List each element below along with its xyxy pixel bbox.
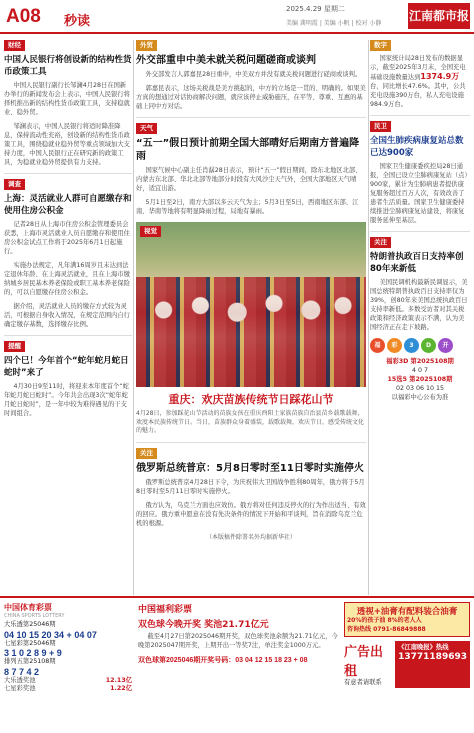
- welfare-body: 截至4月27日第2025046期开奖，双色球奖池余额为21.71亿元，今晚第2025047期开奖，上期开出一等奖7注，单注奖金1000万元。: [138, 633, 338, 649]
- lottery-ball: 开: [438, 338, 453, 353]
- divider: [370, 115, 470, 116]
- lottery-results: [370, 338, 470, 402]
- lottery-ball: 3: [404, 338, 419, 353]
- issue-date: 2025.4.29 星期二: [286, 5, 345, 13]
- logo-subtext: CHINA SPORTS LOTTERY: [4, 613, 65, 619]
- welfare-lottery-ad[interactable]: [138, 602, 338, 730]
- lottery-line: 15选5 第2025108期: [387, 376, 453, 383]
- article-tag: 调查: [4, 179, 25, 190]
- article-tag: 数字: [370, 40, 391, 51]
- article-body-text: 国家统计局28日发布的数据显示，截至2025年3月末，全国充电基础设施数量达到: [370, 55, 466, 81]
- phone-box[interactable]: [395, 641, 470, 688]
- pool-label: 七星彩奖池: [4, 685, 36, 692]
- article-body: 郭嘉昆表示，这场关税战是美方挑起的，中方的立场是一贯的、明确的。如果美方真的想通过对话协商解决问题，就应该停止威胁施压，在平等、尊重、互惠的基础上同中方对话。: [136, 85, 366, 110]
- draw-label: 排列五第25108期: [4, 658, 56, 665]
- article-headline[interactable]: 中国人民银行将创设新的结构性货币政策工具: [4, 55, 132, 77]
- welfare-headline: 双色球今晚开奖 奖池21.71亿元: [138, 620, 269, 630]
- article-body: 4月30日9至11时，将迎来本年度首个“蛇年蛇月蛇日蛇时”。今年共会出现3次“蛇年蛇月蛇日蛇时”，是一年中较为难得遇见的干支时间组合。: [4, 383, 129, 417]
- column-divider: [368, 40, 369, 595]
- article-body: 5月1日至2日，南方大部以多云天气为主；5月3日至5日，西南地区东部、江南、华南等地将有明显降雨过程，局地有暴雨。: [136, 199, 359, 215]
- draw-label: 大乐透第25046期: [4, 621, 56, 628]
- draw-numbers: 04 10 15 20 34 + 04 07: [4, 629, 97, 640]
- photo-crowd-illustration: [136, 277, 366, 387]
- article-pboc[interactable]: [4, 40, 132, 167]
- article-body: 实施办法规定，凡年满16周岁且未达到法定退休年龄、在上海灵活就业，且在上海市缴纳城乡居民基本养老保险或职工基本养老保险的，可以自愿缴存住房公积金。: [4, 262, 130, 296]
- article-tag: 关注: [136, 448, 157, 459]
- divider: [4, 173, 132, 174]
- article-tag: 关注: [370, 237, 391, 248]
- article-body: 记者28日从上海市住房公积金管理委员会获悉，上海市灵活就业人员自愿缴存和使用住房公积金试点工作将于2025年6月1日起施行。: [4, 221, 130, 255]
- ad-strip: [0, 596, 474, 733]
- article-tag: 民卫: [370, 121, 391, 132]
- rental-title: 广告出租: [344, 645, 384, 679]
- article-body: 据介绍，灵活就业人员的缴存方式较为灵活，可根据自身收入情况，在规定范围内自行确定缴存基数，选择缴存比例。: [4, 303, 130, 328]
- welfare-header: [138, 602, 338, 630]
- article-weather[interactable]: [136, 123, 366, 216]
- article-body: 俄罗斯总统普京4月28日下令，为庆祝伟大卫国战争胜利80周年，俄方将于5月8日零时至5月11日零时实施停火。: [136, 478, 365, 495]
- photo-tag: 视觉: [140, 226, 161, 237]
- welfare-brand: 中国福利彩票: [138, 605, 193, 615]
- classified-row: [344, 641, 470, 688]
- article-trump-poll[interactable]: [370, 237, 470, 332]
- highlight-number: 1374.9万: [420, 72, 460, 81]
- article-headline[interactable]: 四个巳！今年首个“蛇年蛇月蛇日蛇时”来了: [4, 356, 129, 378]
- editor-credits: 美编 龚明霞 | 美编 小帆 | 校对 小静: [286, 20, 382, 27]
- lottery-ball: 彩: [387, 338, 402, 353]
- divider: [136, 117, 366, 118]
- divider: [4, 335, 132, 336]
- article-body: [370, 54, 470, 109]
- rental-body: 有意者请联系: [344, 679, 382, 686]
- classified-banner: [344, 602, 470, 637]
- article-headline[interactable]: 特朗普执政百日支持率创80年来新低: [370, 252, 464, 274]
- pool-row: [4, 677, 132, 686]
- article-body: 国家气候中心副主任肖潺28日表示，预计“五一”假日期间，除东北地区北部、内蒙古东北部、华北北部等地部分时段有大风沙尘天气外，全国大部地区天气晴好，适宜出游。: [136, 167, 362, 192]
- sports-lottery-ad[interactable]: [4, 602, 132, 730]
- column-divider: [133, 40, 134, 595]
- article-tag: 外贸: [136, 40, 157, 51]
- lottery-line: 02 03 06 10 15: [395, 385, 445, 392]
- news-photo[interactable]: [136, 222, 366, 387]
- banner-line: 咨询热线 0791-86849888: [347, 625, 426, 633]
- middle-column: [136, 40, 366, 600]
- article-headline[interactable]: 俄罗斯总统普京：5月8日零时至11日零时实施停火: [136, 462, 364, 474]
- lottery-ball: 福: [370, 338, 385, 353]
- pool-label: 大乐透奖池: [4, 676, 36, 684]
- article-tag: 天气: [136, 123, 157, 134]
- article-tariff[interactable]: [136, 40, 366, 111]
- article-tag: 提醒: [4, 341, 25, 352]
- pool-value: 1.22亿: [110, 685, 132, 692]
- draw-label: 七星彩第25046期: [4, 639, 56, 647]
- pool-row: [4, 685, 132, 694]
- left-column: [4, 40, 132, 588]
- page-credit: （本版稿件除署名外均据新华社）: [205, 533, 296, 541]
- article-headline[interactable]: 外交部重申中美未就关税问题磋商或谈判: [136, 55, 316, 66]
- lottery-line: 4 0 7: [411, 367, 429, 374]
- article-body: 中国人民银行副行长邹澜4月28日在国新办举行的新闻发布会上表示，中国人民银行将择机推出新的结构性货币政策工具，支持稳就业、稳外贸。: [4, 82, 130, 116]
- phone-number[interactable]: 13771189693: [398, 651, 467, 662]
- section-name: 秒读: [64, 14, 91, 29]
- photo-headline[interactable]: 重庆：欢庆苗族传统节日踩花山节: [168, 393, 334, 406]
- lottery-balls: [370, 338, 470, 353]
- article-shanghai-fund[interactable]: [4, 179, 132, 329]
- divider: [136, 442, 366, 443]
- article-ceasefire[interactable]: [136, 448, 366, 542]
- lottery-line: 福彩3D 第2025108期: [386, 358, 454, 365]
- newspaper-logo: 江南都市报: [408, 3, 470, 29]
- article-tag: 财经: [4, 40, 25, 51]
- draw-numbers: 3 1 0 2 8 9 + 9: [4, 648, 62, 658]
- article-body: 国家卫生健康委疾控局28日通报，全国已设立尘肺病康复站（点）900家，累计为尘肺病患者提供康复服务超过百万人次，有效改善了患者生活质量。国家卫生健康委持续推进尘肺病康复站建设，将康复服务延伸至基层。: [370, 163, 468, 224]
- article-headline[interactable]: “五一”假日预计前期全国大部晴好后期南方普遍降雨: [136, 138, 360, 162]
- draw-numbers: 8 7 7 4 2: [4, 666, 40, 677]
- welfare-draw: 双色球第2025046期开奖号码：03 04 12 15 18 23 + 08: [138, 657, 308, 664]
- divider: [370, 231, 470, 232]
- page-number: A08: [6, 6, 41, 27]
- article-body: 美国民调机构最新民调显示，美国总统特朗普执政百日支持率仅为39%，创80年来美国总统执政百日支持率新低。多数受访者对其关税政策和经济政策表示不满，认为美国经济正在走下坡路。: [370, 279, 468, 331]
- photo-feature[interactable]: [136, 222, 366, 436]
- article-headline[interactable]: 全国生肺疾病康复站总数已达900家: [370, 136, 464, 158]
- article-snake-time[interactable]: [4, 341, 132, 418]
- lottery-lines: [370, 357, 470, 402]
- pool-value: 12.13亿: [105, 676, 132, 684]
- photo-caption: 4月28日，参加踩花山节活动的苗族女孩在重庆酉阳土家族苗族自治县苗乡载歌载舞，欢度本民族传统节日。当日，苗族群众身着盛装，载歌载舞，欢庆节日，感受传统文化的魅力。: [136, 410, 365, 434]
- logo-text: 中国体育彩票: [4, 603, 52, 612]
- classified-ad[interactable]: [344, 602, 470, 730]
- banner-title: 透视+油膏有配料装合油膏: [356, 607, 458, 617]
- sports-lottery-logo: [4, 602, 132, 619]
- banner-line: 20%的孩子油 8%的老人人: [347, 617, 422, 624]
- article-body: 邹澜表示，中国人民银行将适时降准降息，保持流动性充裕，创设新的结构性货币政策工具，围绕稳就业稳外贸等重点领域加大支持力度，中国人民银行正在研究新的政策工具，为稳就业稳外贸提供有力支持。: [4, 123, 130, 166]
- lottery-ball: D: [421, 338, 436, 353]
- lottery-note: 以福彩中心公布为准: [391, 394, 449, 401]
- masthead: [0, 0, 474, 34]
- article-body: 俄方认为，乌克兰方面也应效仿。俄方将对任何违反停火的行为作出适当、有效的回应。俄方重申愿意在没有先决条件的情况下开始和平谈判，旨在消除乌克兰危机的根源。: [136, 501, 366, 527]
- article-headline[interactable]: 上海：灵活就业人群可自愿缴存和使用住房公积金: [4, 194, 132, 216]
- article-charging[interactable]: [370, 40, 470, 109]
- rental-box: [344, 641, 395, 688]
- article-pneumoconiosis[interactable]: [370, 121, 470, 225]
- phone-label: 《江南晚报》热线: [398, 644, 449, 651]
- article-body-text: 台，同比增长47.6%。其中，公共充电设施390万台，私人充电设施984.9万台。: [370, 83, 466, 108]
- article-body: 外交部发言人郭嘉昆28日重申，中美双方并没有就关税问题进行磋商或谈判。: [145, 71, 362, 78]
- right-column: [370, 40, 470, 600]
